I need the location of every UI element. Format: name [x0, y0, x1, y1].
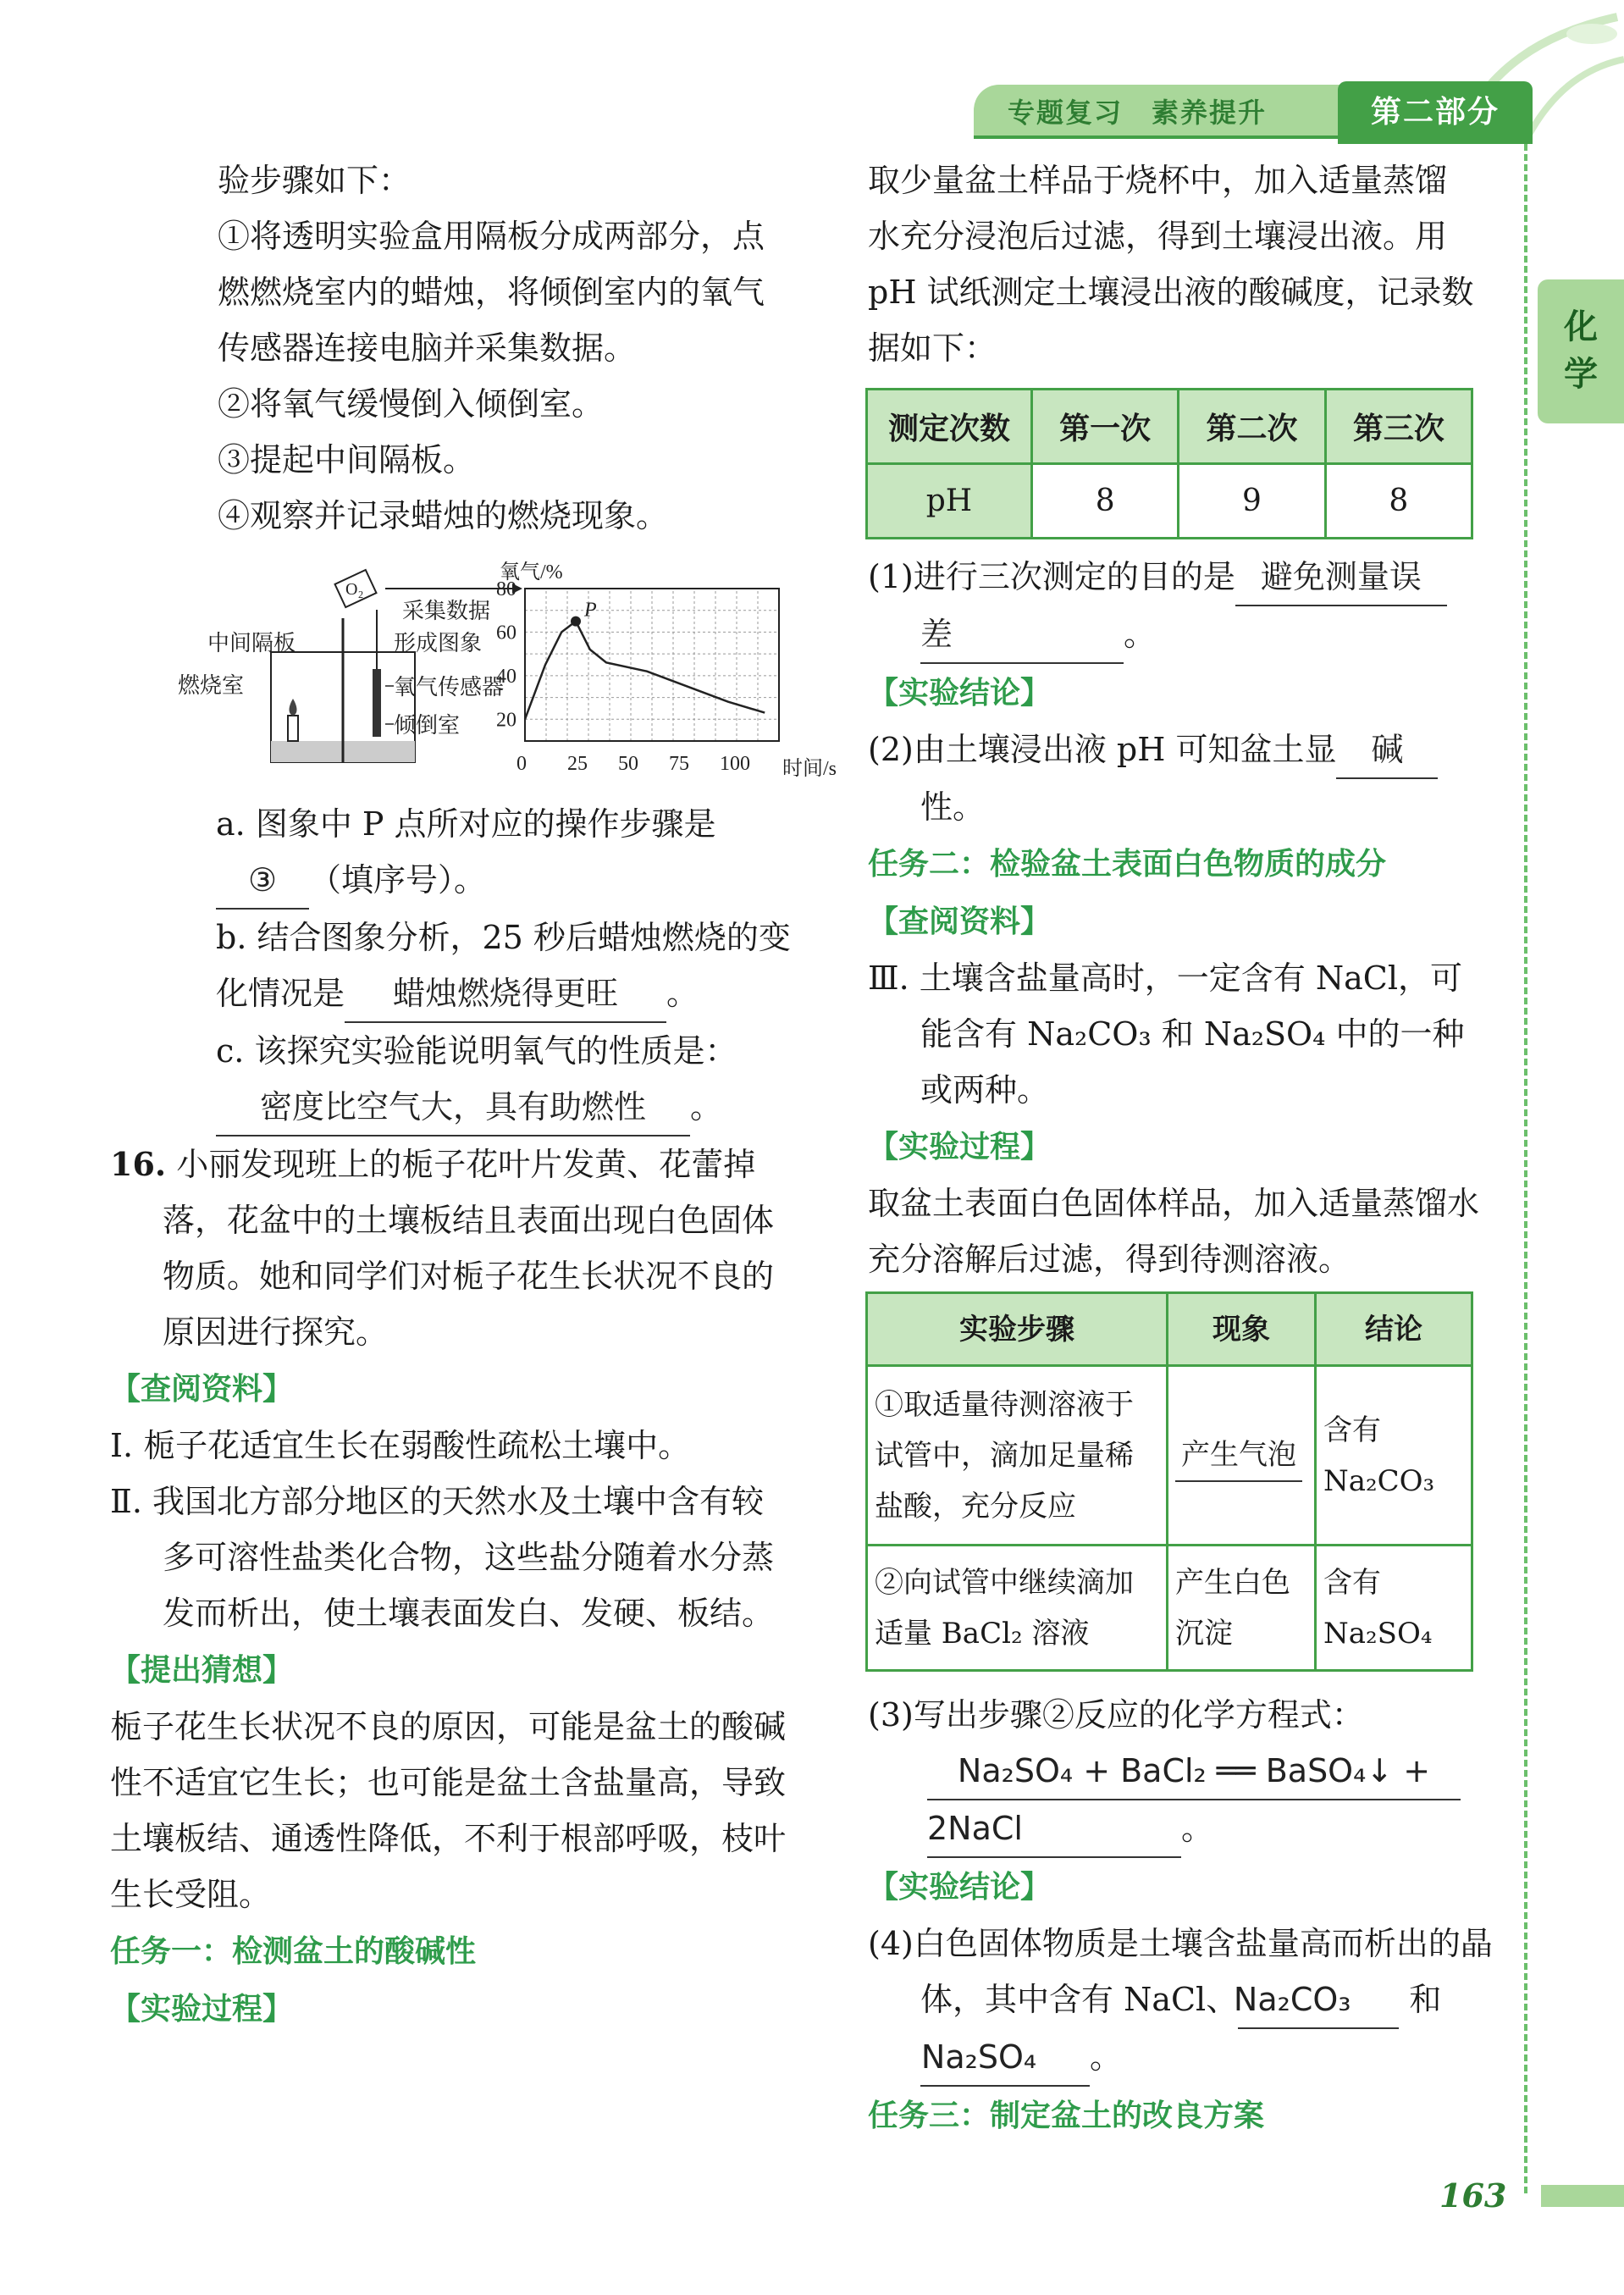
ph-value-1: 8	[1032, 464, 1179, 539]
question-4-text: (4)白色固体物质是土壤含盐量高而析出的晶体，其中含有 NaCl、	[868, 1925, 1493, 2018]
tag-conclusion-1-text: 【实验结论】	[868, 676, 1052, 711]
label-partition: 中间隔板	[207, 631, 296, 655]
answer-4a: Na₂CO₃	[1238, 1971, 1399, 2029]
subject-tab	[1538, 279, 1624, 423]
task-2	[868, 835, 1494, 893]
exp-step-2: ②向试管中继续滴加适量 BaCl₂ 溶液	[867, 1546, 1168, 1671]
question-1-suffix: 。	[1124, 616, 1157, 653]
oxygen-sensor	[373, 669, 381, 737]
question-2-suffix: 性。	[920, 788, 986, 826]
step-3: ③提起中间隔板。	[218, 441, 476, 478]
answer-4b: Na₂SO₄	[920, 2029, 1090, 2087]
answer-3b: 2NaCl	[927, 1800, 1181, 1858]
answer-a: ③	[216, 852, 309, 910]
question-b-text: b. 结合图象分析，25 秒后蜡烛燃烧的变化情况是	[216, 919, 791, 1012]
tag-guess-text: 【提出猜想】	[110, 1653, 294, 1688]
q16-stem	[110, 1136, 787, 1360]
page-number-bar	[1541, 2185, 1624, 2207]
exp-phenomenon-1: 产生气泡	[1175, 1430, 1302, 1482]
x-tick-label: 100	[720, 753, 750, 775]
process-2-text: 取盆土表面白色固体样品，加入适量蒸馏水充分溶解后过滤，得到待测溶液。	[868, 1185, 1480, 1278]
part-label: 第二部分	[1338, 81, 1533, 144]
question-2-text: (2)由土壤浸出液 pH 可知盆土显	[868, 731, 1337, 768]
oxygen-curve	[525, 622, 765, 720]
question-1-text: (1)进行三次测定的目的是	[868, 558, 1235, 595]
process-text: 取少量盆土样品于烧杯中，加入适量蒸馏水充分浸泡后过滤，得到土壤浸出液。用 pH 试纸测定土壤浸出液的酸碱度，记录数据如下：	[868, 162, 1474, 367]
point-p-label: P	[584, 599, 597, 622]
tag-conclusion-2	[868, 1858, 1494, 1916]
section-label: 专题复习 素养提升	[1008, 97, 1268, 129]
question-16	[110, 1136, 787, 2038]
y-tick-label: 40	[496, 665, 516, 688]
ph-header-1: 第一次	[1032, 390, 1179, 464]
question-2	[868, 722, 1494, 835]
tag-process-text: 【实验过程】	[110, 1992, 294, 2027]
info-3: Ⅲ. 土壤含盐量高时，一定含有 NaCl，可能含有 Na₂CO₃ 和 Na₂SO₄ 中的一种或两种。	[868, 959, 1465, 1109]
exp-step-1: ①取适量待测溶液于试管中，滴加足量稀盐酸，充分反应	[867, 1366, 1168, 1546]
x-tick-label: 50	[618, 753, 638, 775]
info-2: Ⅱ. 我国北方部分地区的天然水及土壤中含有较多可溶性盐类化合物，这些盐分随着水分蒸发而析出，使土壤表面发白、发硬、板结。	[110, 1483, 775, 1632]
ph-table	[865, 388, 1473, 539]
question-3-text: (3)写出步骤②反应的化学方程式：	[868, 1696, 1364, 1734]
right-questions-1	[868, 549, 1494, 1287]
exp-phenomenon-2: 产生白色沉淀	[1168, 1546, 1316, 1671]
q16-number: 16.	[110, 1145, 167, 1183]
q16-text: 小丽发现班上的栀子花叶片发黄、花蕾掉落，花盆中的土壤板结且表面出现白色固体物质。她和同学们对栀子花生长状况不良的原因进行探究。	[163, 1146, 775, 1351]
label-sensor: 氧气传感器	[394, 675, 505, 700]
ph-header-3: 第三次	[1325, 390, 1472, 464]
question-c-suffix: 。	[690, 1088, 723, 1125]
x-tick-label: 75	[669, 753, 689, 775]
question-4-and: 和	[1409, 1981, 1442, 2018]
question-1	[868, 549, 1494, 664]
tag-lookup-2-text: 【查阅资料】	[868, 904, 1052, 939]
tag-lookup-text: 【查阅资料】	[110, 1372, 294, 1407]
guess-text: 栀子花生长状况不良的原因，可能是盆土的酸碱性不适宜它生长；也可能是盆土含盐量高，导致土壤板结、通透性降低，不利于根部呼吸，枝叶生长受阻。	[110, 1708, 787, 1913]
header-rule	[974, 135, 1533, 139]
question-a	[216, 796, 792, 910]
x-axis-label: 时间/s	[782, 758, 837, 780]
question-c-text: c. 该探究实验能说明氧气的性质是：	[216, 1032, 737, 1070]
task-3	[868, 2087, 1494, 2144]
exp-phenomenon-1-cell	[1168, 1366, 1316, 1546]
label-collect-data: 采集数据	[402, 599, 491, 623]
oxygen-chart	[496, 561, 837, 780]
tag-process	[110, 1980, 787, 2038]
question-b	[216, 910, 792, 1023]
tag-conclusion-2-text: 【实验结论】	[868, 1870, 1052, 1905]
tag-process-2-text: 【实验过程】	[868, 1130, 1052, 1164]
page-number: 163	[1439, 2176, 1507, 2215]
subject-tab-char2: 学	[1564, 355, 1598, 394]
task-2-text: 任务二：检验盆土表面白色物质的成分	[868, 847, 1387, 882]
ph-header-0: 测定次数	[867, 390, 1032, 464]
question-a-text: a. 图象中 P 点所对应的操作步骤是	[216, 805, 716, 843]
question-4-suffix: 。	[1090, 2038, 1123, 2076]
tag-lookup-2	[868, 893, 1494, 950]
candle	[288, 716, 298, 741]
x-tick-label: 25	[567, 753, 588, 775]
left-column-top	[165, 152, 783, 544]
margin-dashed-line	[1524, 144, 1527, 2193]
step-1: ①将透明实验盒用隔板分成两部分，点燃燃烧室内的蜡烛，将倾倒室内的氧气传感器连接电脑并采集数据。	[218, 218, 765, 367]
left-questions	[216, 796, 792, 1136]
y-tick-label: 20	[496, 709, 516, 732]
exp-header-phenomenon: 现象	[1168, 1293, 1316, 1366]
exp-conclusion-1: 含有 Na₂CO₃	[1316, 1366, 1472, 1546]
tag-guess	[110, 1641, 787, 1699]
point-p	[571, 617, 581, 627]
x-tick-label: 0	[516, 753, 527, 775]
answer-1b: 差	[920, 606, 1124, 664]
task-3-text: 任务三：制定盆土的改良方案	[868, 2099, 1265, 2133]
label-burn-room: 燃烧室	[178, 673, 245, 698]
answer-1a: 避免测量误	[1235, 549, 1447, 606]
o2-label: O₂	[345, 580, 364, 599]
ph-value-2: 9	[1179, 464, 1325, 539]
question-3-suffix: 。	[1181, 1810, 1214, 1847]
subject-tab-char1: 化	[1564, 307, 1598, 346]
question-c	[216, 1023, 792, 1136]
y-tick-label: 60	[496, 622, 516, 644]
right-questions-2	[868, 1687, 1494, 2144]
label-pour-room: 倾倒室	[394, 713, 461, 738]
y-axis-label: 氧气/%	[500, 561, 563, 583]
question-a-suffix: （填序号）。	[309, 861, 487, 899]
experiment-table	[865, 1291, 1473, 1672]
tag-lookup	[110, 1360, 787, 1418]
exp-header-step: 实验步骤	[867, 1293, 1168, 1366]
task-1-text: 任务一：检测盆土的酸碱性	[110, 1934, 477, 1969]
exp-conclusion-2: 含有 Na₂SO₄	[1316, 1546, 1472, 1671]
exp-header-conclusion: 结论	[1316, 1293, 1472, 1366]
tag-process-2	[868, 1118, 1494, 1175]
step-4: ④观察并记录蜡烛的燃烧现象。	[218, 497, 669, 534]
tag-conclusion-1	[868, 664, 1494, 722]
answer-3a: Na₂SO₄ + BaCl₂ ══ BaSO₄↓ +	[927, 1743, 1461, 1800]
task-1	[110, 1922, 787, 1980]
ph-row-label: pH	[867, 464, 1032, 539]
steps-intro: 验步骤如下：	[218, 162, 412, 199]
answer-2: 碱	[1336, 722, 1438, 779]
ph-value-3: 8	[1325, 464, 1472, 539]
y-tick-label: 80	[496, 578, 516, 600]
ph-header-2: 第二次	[1179, 390, 1325, 464]
question-4	[868, 1916, 1494, 2087]
step-2: ②将氧气缓慢倒入倾倒室。	[218, 385, 605, 423]
apparatus-figure	[169, 559, 837, 788]
answer-c: 密度比空气大，具有助燃性	[216, 1079, 690, 1136]
question-b-suffix: 。	[666, 975, 699, 1012]
flame	[290, 699, 297, 716]
question-3	[868, 1687, 1494, 1858]
info-1: Ⅰ. 栀子花适宜生长在弱酸性疏松土壤中。	[110, 1427, 691, 1464]
answer-b: 蜡烛燃烧得更旺	[345, 965, 666, 1023]
label-form-image: 形成图象	[394, 631, 483, 655]
